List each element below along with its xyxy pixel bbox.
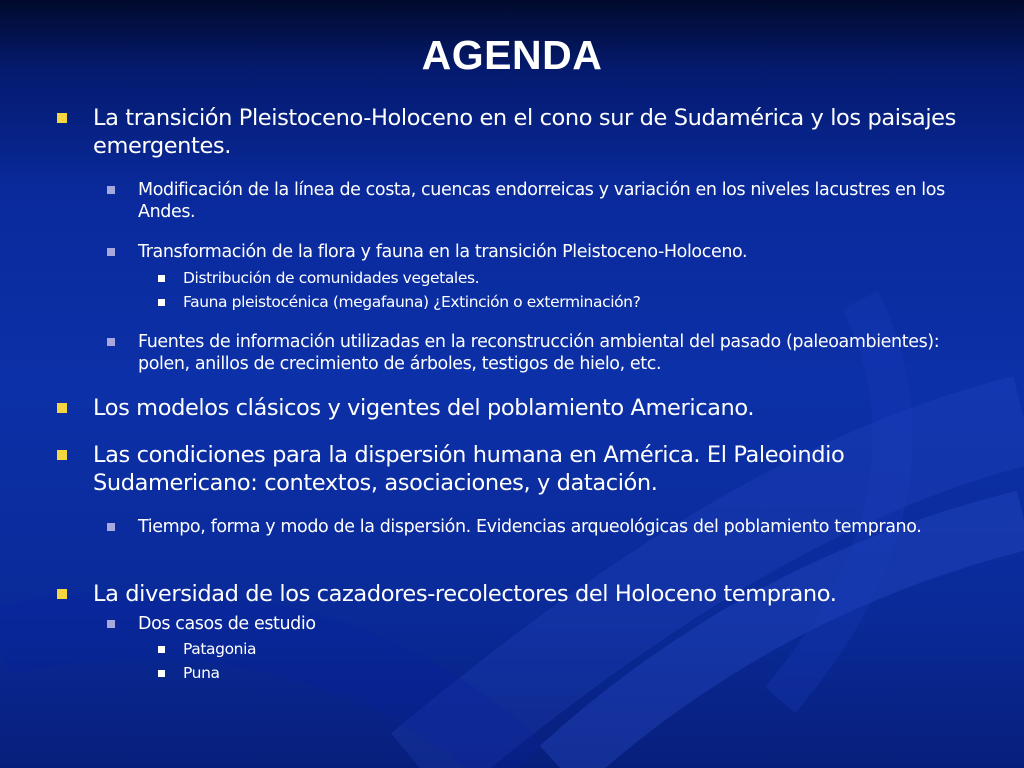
agenda-item-transicion	[93, 104, 973, 160]
agenda-subsubitem-text: Puna	[183, 664, 220, 682]
agenda-item-text: Las condiciones para la dispersión humana en América. El Paleoindio Sudamericano: contextos, asociaciones, y datación.	[93, 442, 845, 496]
agenda-subitem-costa	[138, 179, 978, 223]
agenda-subitem-dispersion	[138, 516, 978, 538]
agenda-item-diversidad	[93, 580, 973, 608]
agenda-subitem-text: Modificación de la línea de costa, cuencas endorreicas y variación en los niveles lacustres en los Andes.	[138, 180, 945, 222]
square-bullet-icon	[158, 670, 165, 677]
square-bullet-icon	[107, 248, 115, 256]
agenda-item-condiciones	[93, 441, 973, 497]
agenda-subsubitem-puna	[183, 663, 963, 683]
square-bullet-icon	[57, 113, 67, 123]
agenda-item-text: La transición Pleistoceno-Holoceno en el cono sur de Sudamérica y los paisajes emergentes.	[93, 105, 956, 159]
square-bullet-icon	[107, 523, 115, 531]
square-bullet-icon	[107, 186, 115, 194]
square-bullet-icon	[57, 403, 67, 413]
agenda-subsubitem-text: Patagonia	[183, 640, 257, 658]
square-bullet-icon	[158, 299, 165, 306]
agenda-subitem-casos	[138, 613, 978, 635]
agenda-subsubitem-text: Fauna pleistocénica (megafauna) ¿Extinción o exterminación?	[183, 293, 641, 311]
agenda-subsubitem-text: Distribución de comunidades vegetales.	[183, 269, 480, 287]
agenda-subitem-text: Fuentes de información utilizadas en la reconstrucción ambiental del pasado (paleoambientes): polen, anillos de crecimiento de árboles, testigos de hielo, etc.	[138, 332, 940, 374]
agenda-subitem-fuentes	[138, 331, 978, 375]
agenda-subitem-text: Dos casos de estudio	[138, 614, 316, 634]
agenda-item-text: Los modelos clásicos y vigentes del poblamiento Americano.	[93, 395, 755, 421]
square-bullet-icon	[107, 338, 115, 346]
agenda-subsubitem-patagonia	[183, 639, 963, 659]
square-bullet-icon	[57, 450, 67, 460]
slide-title: AGENDA	[421, 32, 603, 78]
agenda-subsubitem-megafauna	[183, 292, 963, 312]
agenda-subitem-text: Tiempo, forma y modo de la dispersión. Evidencias arqueológicas del poblamiento temprano.	[138, 517, 922, 537]
agenda-item-text: La diversidad de los cazadores-recolectores del Holoceno temprano.	[93, 581, 837, 607]
agenda-item-modelos	[93, 394, 973, 422]
square-bullet-icon	[57, 589, 67, 599]
square-bullet-icon	[158, 275, 165, 282]
agenda-subitem-text: Transformación de la flora y fauna en la transición Pleistoceno-Holoceno.	[138, 242, 748, 262]
square-bullet-icon	[158, 646, 165, 653]
square-bullet-icon	[107, 620, 115, 628]
agenda-subsubitem-comunidades	[183, 268, 963, 288]
agenda-subitem-flora-fauna	[138, 241, 978, 263]
